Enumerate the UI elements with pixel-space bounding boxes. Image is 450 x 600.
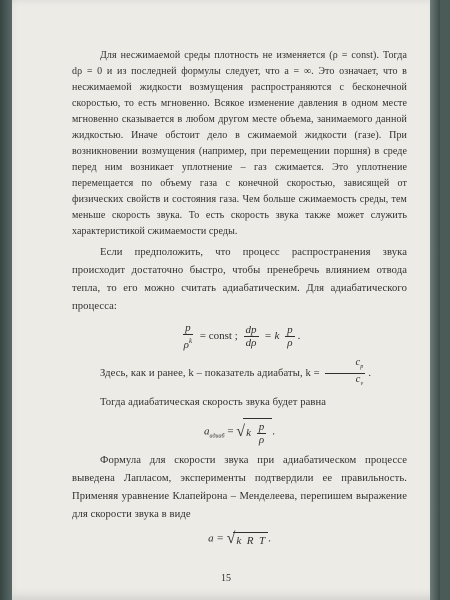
sqrt-symbol: √ bbox=[226, 530, 236, 547]
paragraph-laplace: Формула для скорости звука при адиабатическом процессе выведена Лапласом, эксперименты подтвердили ее правильность. Применяя уравнение Клапейрона – Менделеева, перепишем выражение для скорости звука в виде bbox=[72, 455, 407, 520]
book-page bbox=[12, 0, 440, 600]
fraction-cp-cv: $\frac{c_p}{c_v}$ bbox=[325, 357, 365, 390]
formula-adiabatic-process: $\frac{p}{\rho^k}$ = const ; $\frac{dp}{d\rho}$ = k $\frac{p}{\rho}$ . bbox=[183, 322, 301, 351]
formula-speed-rt: a = √k R T . bbox=[208, 530, 271, 547]
page-content bbox=[72, 48, 407, 554]
fraction-p-rho: $\frac{p}{\rho}$ bbox=[287, 324, 293, 349]
sqrt-symbol: √ bbox=[236, 423, 246, 440]
paragraph-adiabatic-assumption: Если предположить, что процесс распространения звука происходит достаточно быстро, чтобы пренебречь влиянием отвода тепла, то его можно считать адиабатическим. Для адиабатического процесса: bbox=[72, 247, 407, 312]
page-number: 15 bbox=[221, 573, 231, 584]
paragraph-adiabatic-index: Здесь, как и ранее, k – показатель адиабаты, k = $\frac{c_p}{c_v}$ . bbox=[72, 357, 407, 390]
page-edge bbox=[430, 0, 440, 600]
paragraph-adiabatic-speed: Тогда адиабатическая скорость звука будет равна bbox=[100, 397, 327, 408]
fraction-p-rho-k: $\frac{p}{\rho^k}$ bbox=[183, 322, 193, 351]
book-binding bbox=[0, 0, 12, 600]
fraction-dp-drho: $\frac{dp}{d\rho}$ bbox=[245, 324, 257, 349]
paragraph-incompressible: Для несжимаемой среды плотность не изменяется (ρ = const). Тогда dρ = 0 и из последней формулы следует, что a = ∞. Это означает, что в несжимаемой жидкости возмущения распространяются с бесконечной скоростью, то есть мгновенно. Всякое изменение давления в одном месте мгновенно сказывается в любом другом месте объема, занимаемого данной жидкостью. Иначе обстоит дело в сжимаемой жидкости (газе). При возникновении возмущения (например, при перемещении поршня) в среде перед ним возникает уплотнение – газ сжимается. Это уплотнение перемещается по объему газа с конечной скоростью, зависящей от физических свойств и состояния газа. Чем больше сжимаемость среды, тем меньше скорость звука. То есть скорость звука также может служить характеристикой сжимаемости среды. bbox=[72, 50, 407, 237]
formula-adiabatic-speed: $a_{адиаб} = √k$ $\frac{p}{\rho}$ . bbox=[72, 418, 407, 446]
